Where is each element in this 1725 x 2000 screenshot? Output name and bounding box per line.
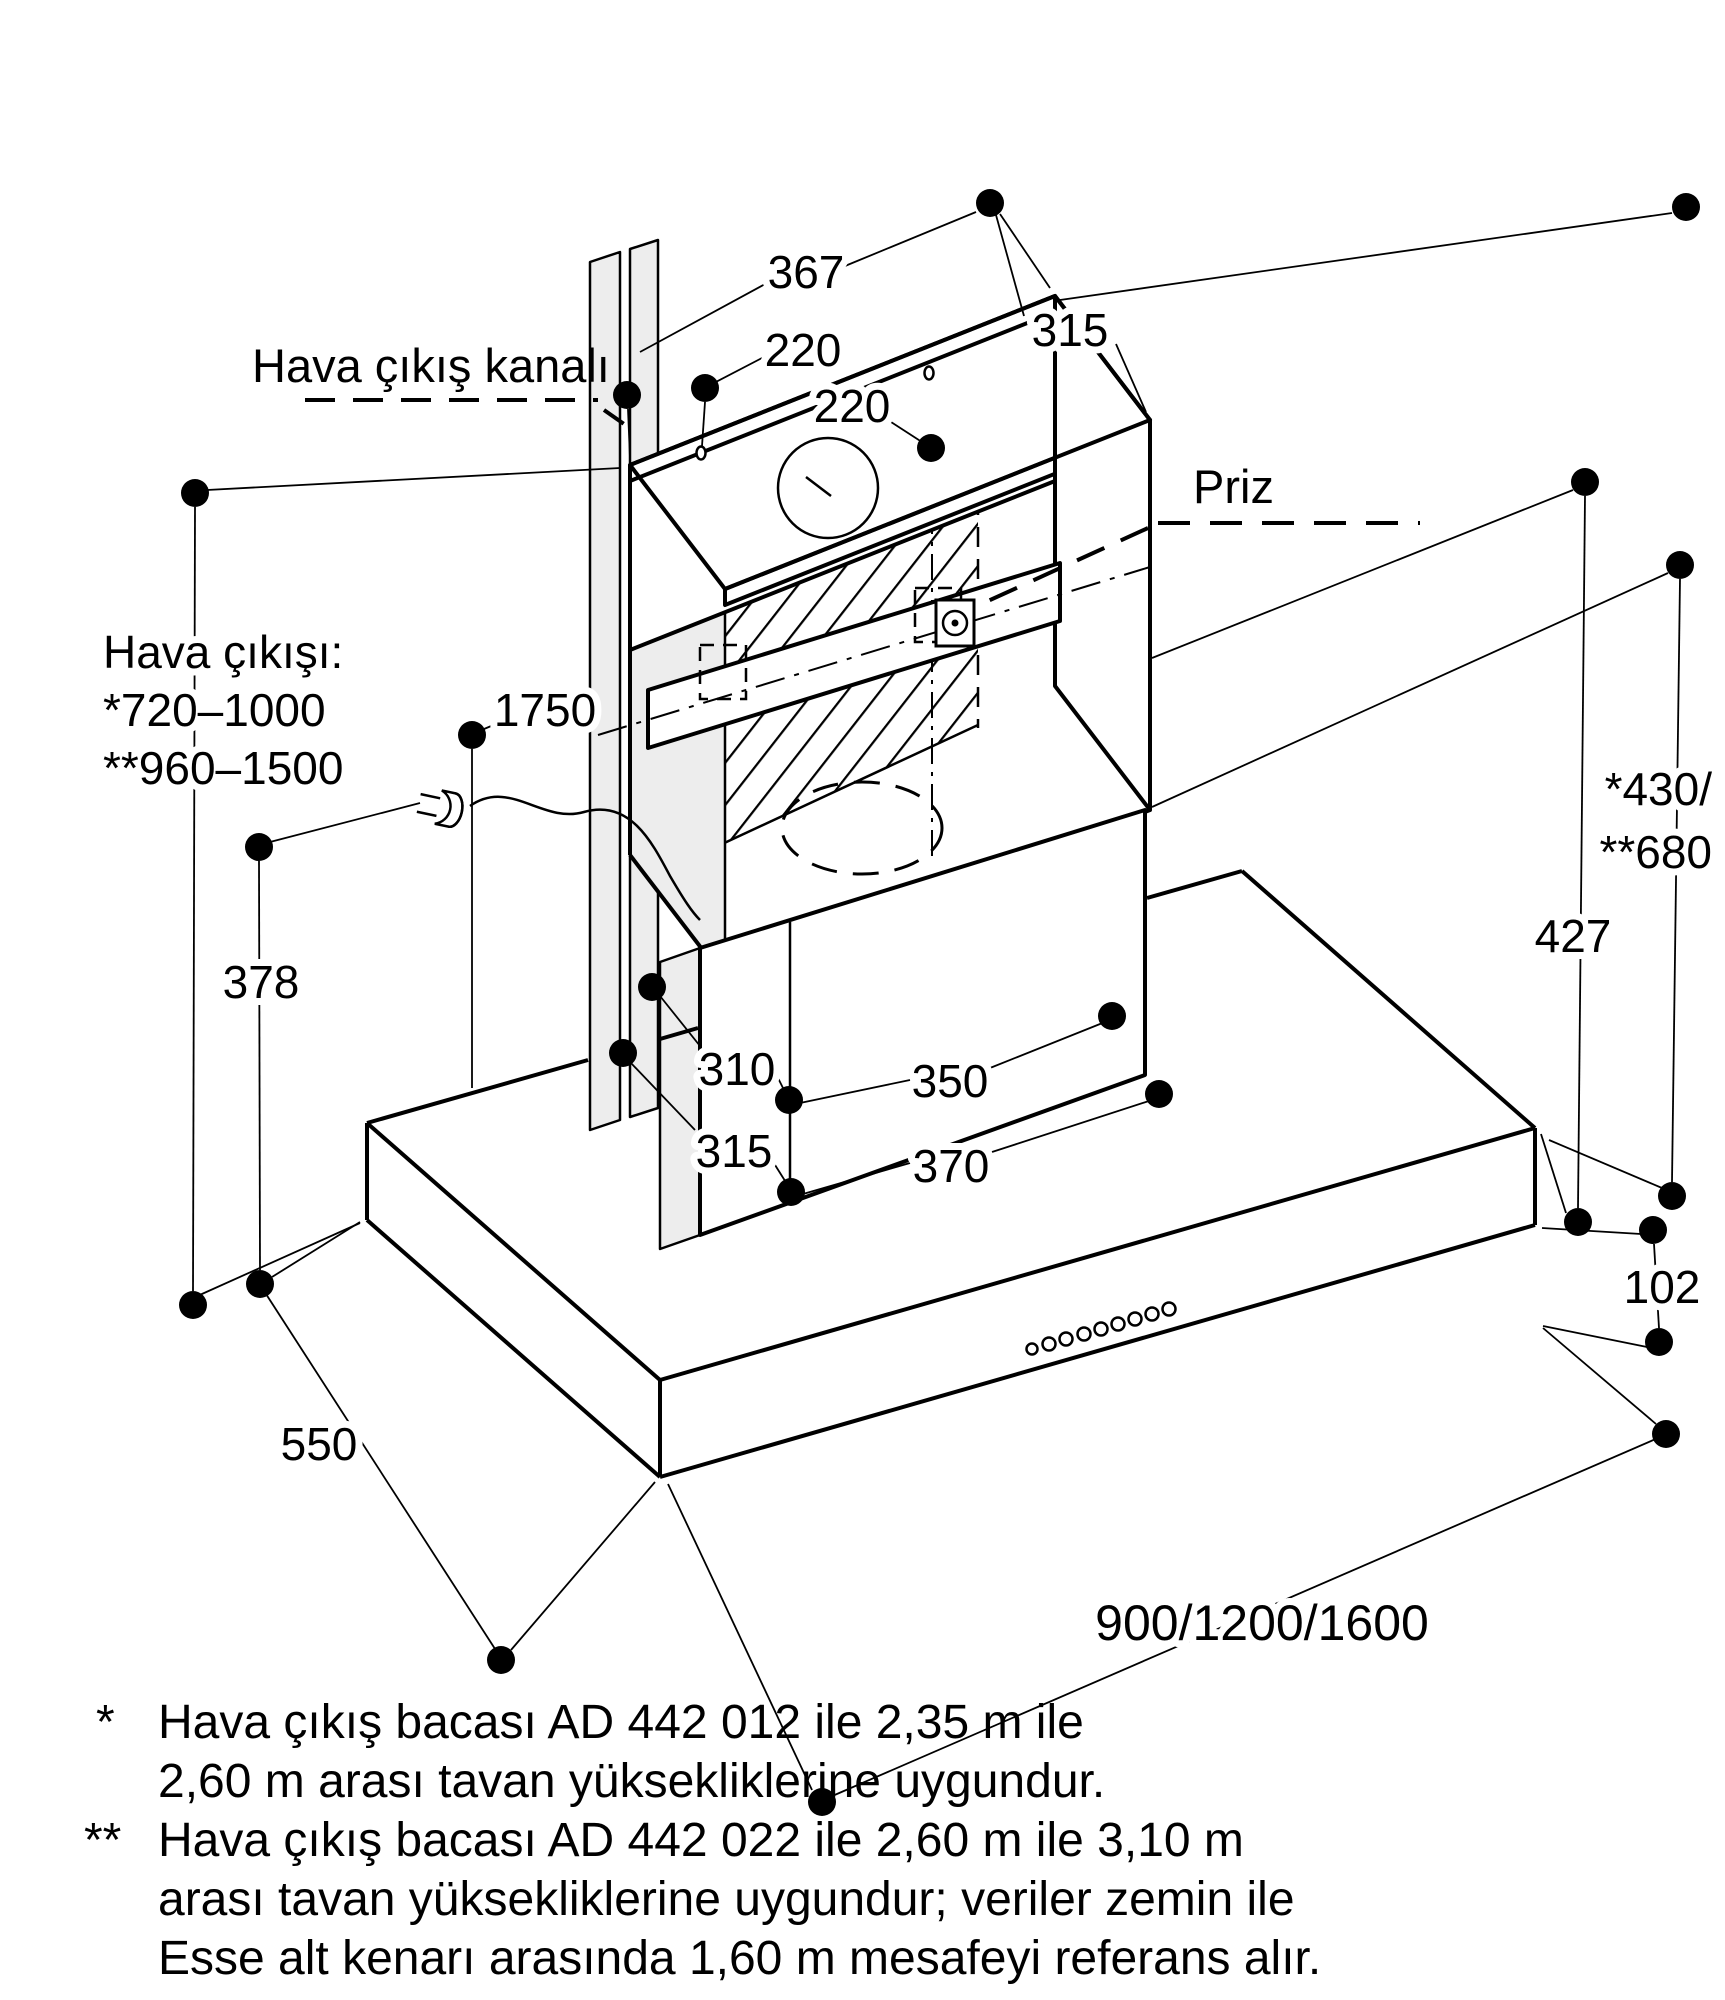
label-air-outlet-range2: **960–1500 xyxy=(103,742,344,794)
wall-duct-hole xyxy=(778,438,878,538)
footnote2-line1: Hava çıkış bacası AD 442 022 ile 2,60 m ile 3,10 m xyxy=(158,1814,1244,1867)
dim-315-mid: 315 xyxy=(695,1125,773,1177)
dim-310: 310 xyxy=(698,1043,776,1095)
footnotes xyxy=(84,1696,1321,1985)
dim-378: 378 xyxy=(222,956,300,1008)
dim-220-wall: 220 xyxy=(813,380,891,432)
dim-315-top: 315 xyxy=(1031,304,1109,356)
label-socket: Priz xyxy=(1193,460,1274,513)
dim-102: 102 xyxy=(1623,1261,1701,1313)
dim-430: *430/ xyxy=(1604,763,1712,815)
label-air-outlet-title: Hava çıkışı: xyxy=(103,626,344,678)
footnote1-line2: 2,60 m arası tavan yüksekliklerine uygundur. xyxy=(158,1755,1106,1808)
footnote1-line1: Hava çıkış bacası AD 442 012 ile 2,35 m ile xyxy=(158,1696,1084,1749)
dim-1750: 1750 xyxy=(493,684,597,736)
dim-550: 550 xyxy=(280,1418,358,1470)
footnote1-marker: * xyxy=(96,1696,115,1749)
dim-900-1200-1600: 900/1200/1600 xyxy=(1095,1595,1429,1651)
socket-icon xyxy=(936,600,974,646)
dim-367: 367 xyxy=(767,246,845,298)
label-air-outlet-range1: *720–1000 xyxy=(103,684,326,736)
footnote2-line2: arası tavan yüksekliklerine uygundur; veriler zemin ile xyxy=(158,1873,1295,1926)
dim-220-top: 220 xyxy=(764,324,842,376)
dim-370: 370 xyxy=(912,1140,990,1192)
dim-680: **680 xyxy=(1599,826,1712,878)
dim-350: 350 xyxy=(911,1055,989,1107)
label-duct-channel: Hava çıkış kanalı xyxy=(252,339,610,392)
footnote2-line3: Esse alt kenarı arasında 1,60 m mesafeyi referans alır. xyxy=(158,1932,1322,1985)
footnote2-marker: ** xyxy=(84,1814,122,1867)
dim-427: 427 xyxy=(1534,910,1612,962)
